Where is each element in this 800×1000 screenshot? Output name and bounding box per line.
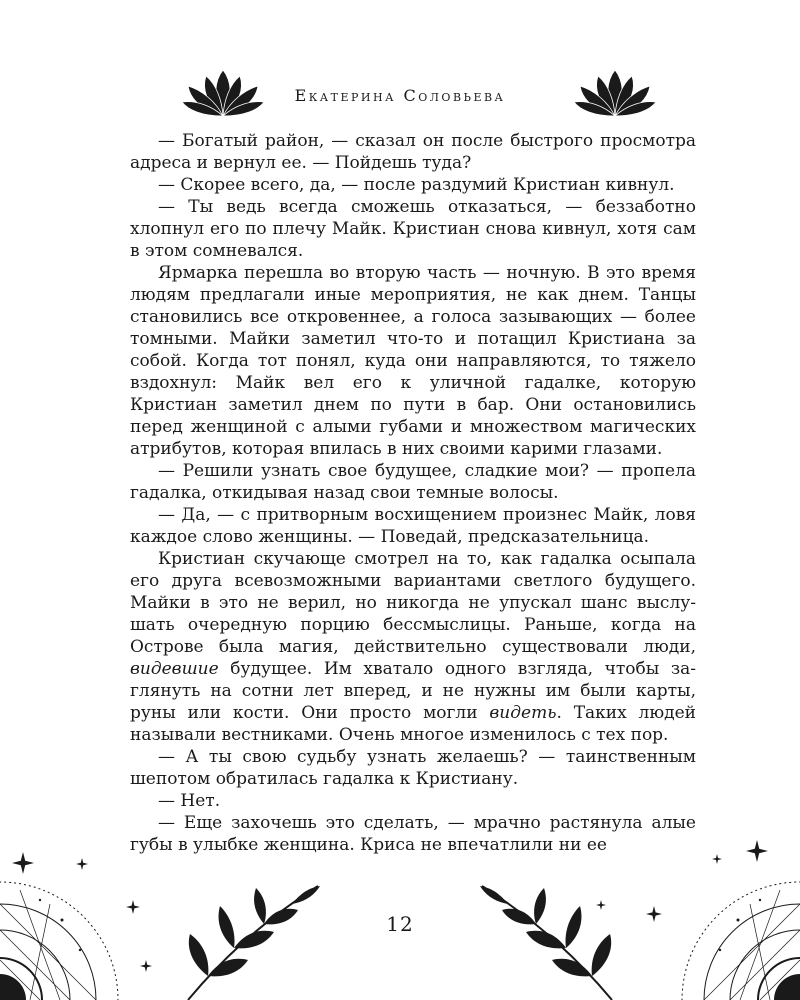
paragraph: — Решили узнать свое будущее, сладкие мои? — пропела гадалка, откидывая назад свои темные волосы. (130, 461, 696, 503)
sparkle-star-icon (712, 854, 722, 864)
sparkle-star-icon (746, 840, 768, 862)
paragraph: — Скорее всего, да, — после раздумий Кристиан кивнул. (158, 175, 675, 195)
italic-word: видевшие (130, 659, 219, 679)
sparkle-star-icon (646, 906, 662, 922)
leaf-branch-icon-left (168, 884, 328, 1000)
sparkle-star-icon (76, 858, 88, 870)
paragraph: — Нет. (158, 791, 221, 811)
sparkle-star-icon (126, 900, 140, 914)
paragraph: — Да, — с притворным восхищением произнес Майк, ловя каждое слово женщины. — Поведай, предсказательница. (130, 505, 696, 547)
paragraph: Кристиан скучающе смотрел на то, как гадалка осыпала его друга всевозможными вариантами светлого будущего. Майки в это не верил, но никогда не упускал шанс выслушать очередную порцию бессмыслицы. Раньше, когда на Острове была магия, действительно существовали люди, видевшие будущее. Им хватало одного взгляда, чтобы заглянуть на сотни лет вперед, и не нужны им были карты, руны или кости. Они просто могли видеть. Таких людей называли вестниками. Очень многое изменилось с тех пор. (130, 549, 697, 745)
paragraph: — А ты свою судьбу узнать желаешь? — таинственным шепотом обратилась гадалка к Кристиану. (130, 747, 696, 789)
lotus-icon-right (574, 68, 656, 118)
sparkle-star-icon (140, 960, 152, 972)
paragraph: — Богатый район, — сказал он после быстрого просмотра адреса и вернул ее. — Пойдешь туда? (130, 131, 696, 173)
page-number: 12 (386, 912, 414, 936)
paragraph: — Еще захочешь это сделать, — мрачно растянула алые губы в улыбке женщина. Криса не впечатлили ни ее (130, 813, 696, 855)
leaf-branch-icon-right (472, 884, 632, 1000)
body-text (130, 130, 696, 856)
italic-word: видеть (489, 703, 557, 723)
author-name: Екатерина Соловьева (294, 86, 506, 105)
paragraph: Ярмарка перешла во вторую часть — ночную. В это время людям предлагали иные мероприятия, не как днем. Танцы становились все откровеннее, а голоса зазывающих — более томными. Майки заметил что-то и потащил Кристиана за собой. Когда тот понял, куда они направляются, то тяжело вздохнул: Майк вел его к уличной гадалке, которую Кристиан заметил днем по пути в бар. Они остановились перед женщиной с алыми губами и множеством магических атрибутов, которая впилась в них своими карими глазами. (130, 263, 696, 459)
celestial-sun-icon-right (660, 860, 800, 1000)
running-header (0, 68, 800, 124)
sparkle-star-icon (12, 852, 34, 874)
paragraph: — Ты ведь всегда сможешь отказаться, — беззаботно хлопнул его по плечу Майк. Кристиан снова кивнул, хотя сам в этом сомневался. (130, 197, 696, 261)
celestial-sun-icon-left (0, 860, 140, 1000)
